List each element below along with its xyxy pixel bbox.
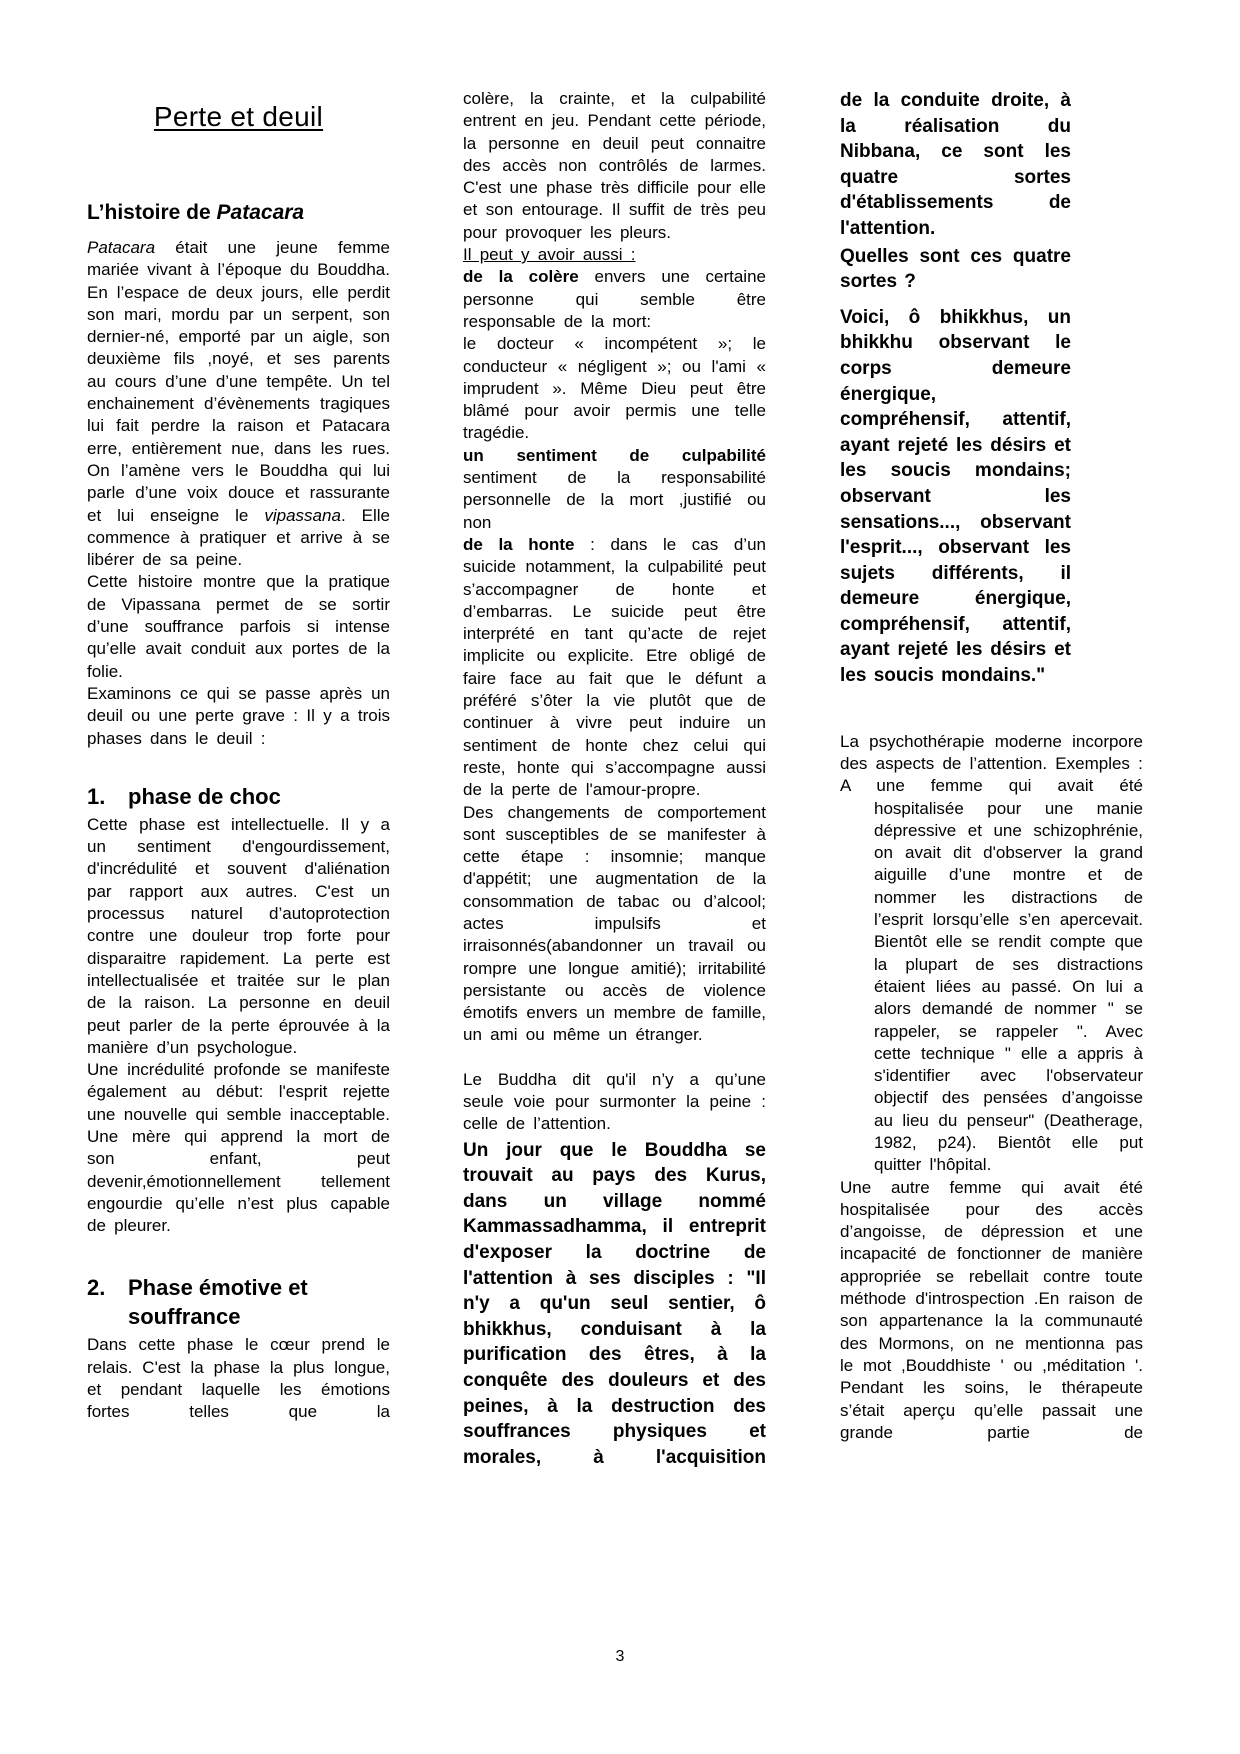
item-de-la-colere: [463, 266, 766, 333]
paragraph-buddha-voie: Le Buddha dit qu'il n’y a qu’une seule voie pour surmonter la peine : celle de l’attention.: [463, 1069, 766, 1134]
column-2: [463, 88, 766, 1470]
quote-voici-bhikkhus: Voici, ô bhikkhus, un bhikkhu observant le corps demeure énergique, compréhensif, attentif, ayant rejeté les désirs et les soucis mondains; observant les sensations..., observant l'esprit..., observant les sujets différents, il demeure énergique, compréhensif, attentif, ayant rejeté les désirs et les soucis mondains.": [840, 306, 1071, 687]
quote-conduite-droite: de la conduite droite, à la réalisation du Nibbana, ce sont les quatre sortes d'établissements de l'attention.: [840, 90, 1071, 239]
paragraph-colere-crainte: colère, la crainte, et la culpabilité entrent en jeu. Pendant cette période, la personne en deuil peut connaitre des accès non contrôlés de larmes. C'est une phase très difficile pour elle et son entourage. Il suffit de très peu pour provoquer les pleurs.: [463, 89, 766, 242]
heading-histoire-patacara: [87, 201, 390, 225]
item-text: : dans le cas d’un suicide notamment, la culpabilité peut s’accompagner de honte et d’embarras. Le suicide peut être interprété en tant qu’acte de rejet implicite ou explicite. Etre obligé de faire face au fait que le défunt a préféré s’ôter la vie plutôt que de continuer à vivre peut induire un sentiment de honte chez celui qui reste, honte qui s’accompagne aussi de la perte de l'amour-propre.: [463, 534, 766, 800]
page-title: Perte et deuil: [153, 101, 324, 132]
paragraph-examinons: Examinons ce qui se passe après un deuil ou une perte grave : Il y a trois phases dans le deuil :: [87, 683, 390, 748]
heading-phase-emotive: [87, 1273, 390, 1331]
heading-label: Phase émotive et souffrance: [128, 1275, 308, 1330]
paragraph-coeur-relais: Dans cette phase le cœur prend le relais. C'est la phase la plus longue, et pendant laquelle les émotions fortes telles que la: [87, 1335, 390, 1422]
item-text: envers une certaine personne qui semble être responsable de la mort:: [463, 267, 766, 331]
heading-lead: L’histoire de: [87, 201, 217, 224]
bold-lead-colere: de la colère: [463, 267, 579, 287]
heading-number: 2.: [87, 1275, 106, 1301]
paragraph-docteur-incompetent: le docteur « incompétent »; le conducteur « négligent »; ou l'ami « imprudent ». Même Dieu peut être blâmé pour avoir permis une telle tragédie.: [463, 334, 766, 443]
column-3: [840, 88, 1143, 1444]
bold-lead-culpabilite: un sentiment de culpabilité: [463, 445, 766, 465]
quote-quelles-sortes: Quelles sont ces quatre sortes ?: [840, 245, 1071, 293]
heading-phase-de-choc: [87, 782, 390, 811]
paragraph-changements-comportement: Des changements de comportement sont susceptibles de se manifester à cette étape : insomnie; manque d'appétit; une augmentation de la consommation de tabac ou d’alcool; actes impulsifs et irraisonnés(abandonner un travail ou rompre une longue amitié); irritabilité persistante ou accès de violence émotifs envers un membre de famille, un ami ou même un étranger.: [463, 802, 766, 1045]
paragraph-text: était une jeune femme mariée vivant à l’époque du Bouddha. En l’espace de deux jours, elle perdit son mari, mordu par un serpent, son dernier-né, emporté par un aigle, son deuxième fils ,noyé, et ses parents au cours d’une d’une tempête. Un tel enchainement d’évènements tragiques lui fait perdre la raison et Patacara erre, entièrement nue, dans les rues. On l’amène vers le Bouddha qui lui parle d’une voix douce et rassurante et lui enseigne le: [87, 238, 390, 525]
page-number: 3: [615, 1648, 625, 1665]
emphasis-vipassana: vipassana: [264, 505, 341, 525]
paragraph-text: . Elle commence à pratiquer et arrive à se libérer de sa peine.: [87, 505, 390, 570]
paragraph-histoire-montre: Cette histoire montre que la pratique de Vipassana permet de se sortir d’une souffrance parfois si intense qu’elle avait conduit aux portes de la folie.: [87, 572, 390, 681]
column-1: [87, 88, 390, 1424]
paragraph-incredulite: Une incrédulité profonde se manifeste également au début: l'esprit rejette une nouvelle qui semble inacceptable. Une mère qui apprend la mort de son enfant, peut devenir,émotionnellement tellement engourdie qu’elle n’est plus capable de pleurer.: [87, 1060, 390, 1236]
heading-emphasis: Patacara: [216, 201, 305, 224]
item-de-la-honte: [463, 534, 766, 802]
underlined-text: Il peut y avoir aussi :: [463, 245, 636, 265]
emphasis-patacara: Patacara: [87, 238, 156, 257]
item-text: sentiment de la responsabilité personnelle de la mort ,justifié ou non: [463, 468, 766, 532]
item-sentiment-culpabilite: [463, 445, 766, 534]
paragraph-phase-intellectuelle: Cette phase est intellectuelle. Il y a un sentiment d'engourdissement, d'incrédulité et souvent d'aliénation par rapport aux autres. C'est un processus naturel d’autoprotection contre une douleur trop forte pour disparaitre rapidement. La perte est intellectualisée et traitée sur le plan de la raison. La personne en deuil peut parler de la perte éprouvée à la manière d’un psychologue.: [87, 814, 390, 1057]
paragraph-patacara-story: [87, 237, 390, 571]
paragraph-femme-manie: A une femme qui avait été hospitalisée pour une manie dépressive et une schizophrénie, on avait dit d'observer la grand aiguille d’une montre et de nommer les distractions de l’esprit lorsqu’elle s’en apercevait. Bientôt elle se rendit compte que la plupart de ses distractions étaient liées au passé. On lui a alors demandé de nommer " se rappeler, se rappeler ". Avec cette technique " elle a appris à s'identifier avec l'observateur objectif des pensées d’angoisse au lieu du penseur" (Deatherage, 1982, p24). Bientôt elle put quitter l'hôpital.: [840, 776, 1143, 1175]
line-il-peut-y-avoir: [463, 244, 766, 266]
quote-un-jour-bouddha: Un jour que le Bouddha se trouvait au pays des Kurus, dans un village nommé Kammassadhamma, il entreprit d'exposer la doctrine de l'attention à ses disciples : "Il n'y a qu'un seul sentier, ô bhikkhus, conduisant à la purification des êtres, à la conquête des douleurs et des peines, à la destruction des souffrances physiques et morales, à l'acquisition: [463, 1139, 766, 1468]
heading-label: phase de choc: [128, 783, 281, 809]
heading-number: 1.: [87, 783, 106, 809]
paragraph-psychotherapie: La psychothérapie moderne incorpore des aspects de l’attention. Exemples :: [840, 731, 1143, 773]
bold-lead-honte: de la honte: [463, 534, 575, 554]
paragraph-autre-femme: Une autre femme qui avait été hospitalisée pour des accès d’angoisse, de dépression et une incapacité de fonctionner de manière appropriée se rebellait contre toute méthode d'introspection .En raison de son appartenance la la communauté des Mormons, on ne mentionna pas le mot ,Bouddhiste ' ou ,méditation '. Pendant les soins, le thérapeute s’était aperçu qu’elle passait une grande partie de: [840, 1177, 1143, 1442]
